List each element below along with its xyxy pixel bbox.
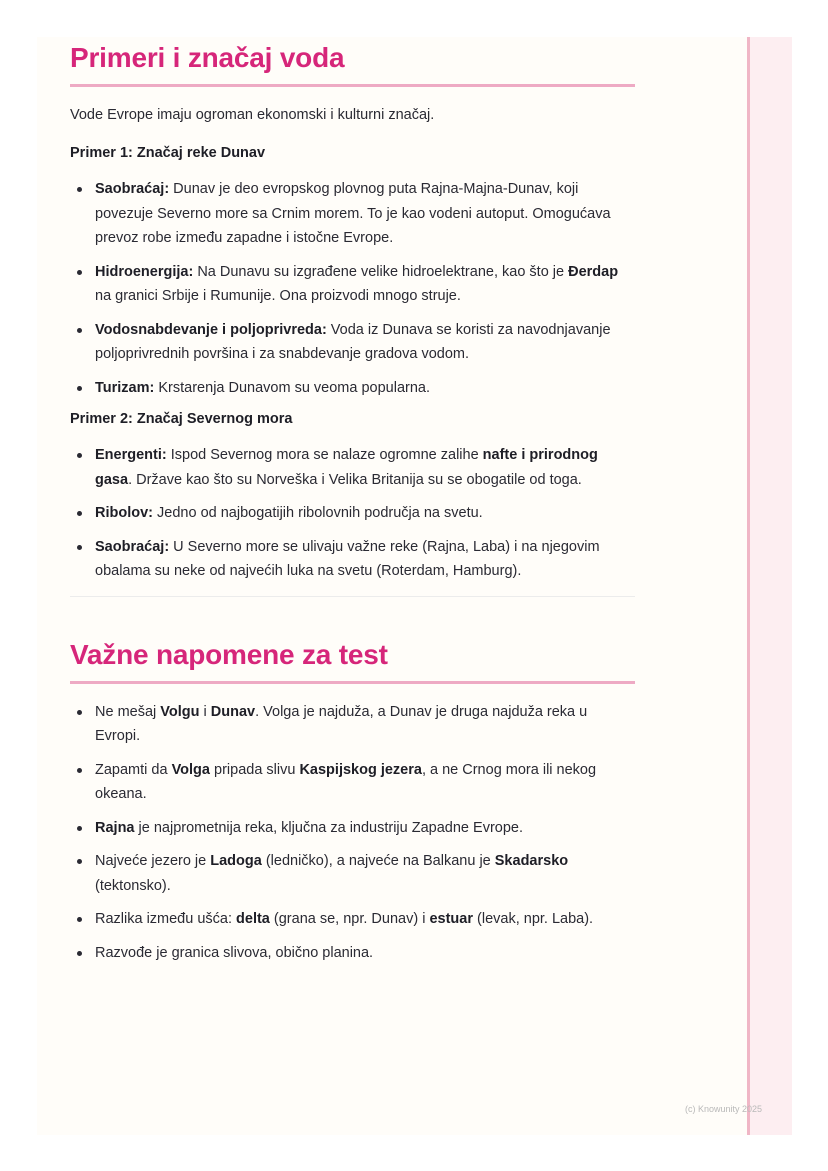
example-2-list [70, 443, 635, 584]
bullet-icon [77, 386, 82, 391]
list-item [95, 535, 635, 584]
item-text: Najveće jezero je [95, 853, 211, 869]
emphasis: nafte i prirodnog gasa [95, 447, 598, 488]
example-1-list [70, 177, 635, 400]
term: Turizam: [95, 379, 155, 396]
item-text: (tektonsko). [95, 877, 171, 894]
emphasis: delta [236, 911, 270, 927]
item-text: Na Dunavu su izgrađene velike hidroelektrane, kao što je [193, 263, 569, 280]
emphasis: Volga [171, 761, 210, 778]
bullet-icon [77, 545, 82, 550]
term: Saobraćaj: [95, 181, 170, 197]
margin-strip [747, 37, 792, 1135]
section-title-examples: Primeri i značaj voda [70, 38, 635, 87]
list-item [95, 177, 635, 251]
item-text: je najprometnija reka, ključna za industriju Zapadne Evrope. [134, 819, 523, 836]
section-title-test-notes: Važne napomene za test [70, 635, 635, 684]
term: Vodosnabdevanje i poljoprivreda: [95, 321, 327, 338]
item-text: Dunav je deo evropskog plovnog puta Rajna-Majna-Dunav, koji povezuje Severno more sa Crnim morem. To je kao vodeni autoput. Omogućava prevoz robe između zapadne i istočne Evrope. [95, 181, 611, 246]
emphasis: Dunav [210, 703, 256, 720]
intro-paragraph: Vode Evrope imaju ogroman ekonomski i kulturni značaj. [70, 107, 435, 123]
list-item [95, 941, 635, 966]
term: Energenti: [95, 447, 167, 463]
list-item [95, 318, 635, 367]
list-item [95, 501, 635, 526]
emphasis: Skadarsko [494, 853, 569, 869]
item-text: (ledničko), a najveće na Balkanu je [261, 853, 495, 869]
item-text: . Volga je najduža, a Dunav je druga najduža reka u Evropi. [95, 703, 588, 744]
list-item [95, 907, 635, 932]
bullet-icon [77, 511, 82, 516]
list-item [95, 443, 635, 492]
item-text: Razlika između ušća: [95, 911, 237, 927]
emphasis: Volgu [160, 703, 200, 720]
bullet-icon [77, 768, 82, 773]
term: Ribolov: [95, 505, 153, 521]
term: Hidroenergija: [95, 263, 194, 280]
item-text: Jedno od najbogatijih ribolovnih područja na svetu. [153, 505, 483, 521]
bullet-icon [77, 328, 82, 333]
item-text: Razvođe je granica slivova, obično planina. [95, 944, 374, 961]
list-item [95, 376, 635, 401]
list-item [95, 700, 635, 749]
item-text: , a ne Crnog mora ili nekog okeana. [95, 761, 597, 802]
emphasis: Ladoga [210, 853, 262, 869]
item-text: i [199, 703, 211, 720]
document-content [70, 38, 635, 974]
item-text: Krstarenja Dunavom su veoma popularna. [154, 379, 431, 396]
item-text: (grana se, npr. Dunav) i [269, 911, 430, 927]
example-1-heading: Primer 1: Značaj reke Dunav [70, 145, 266, 161]
bullet-icon [77, 951, 82, 956]
item-text: pripada slivu [209, 761, 300, 778]
bullet-icon [77, 453, 82, 458]
bullet-icon [77, 917, 82, 922]
section-test-notes [70, 635, 635, 966]
section-examples [70, 38, 635, 597]
item-text: . Države kao što su Norveška i Velika Britanija su se obogatile od toga. [128, 471, 582, 488]
item-text: Zapamti da [95, 761, 172, 778]
bullet-icon [77, 270, 82, 275]
emphasis: Rajna [95, 819, 135, 836]
bullet-icon [77, 187, 82, 192]
item-text: na granici Srbije i Rumunije. Ona proizvodi mnogo struje. [95, 288, 461, 304]
bullet-icon [77, 710, 82, 715]
item-text: (levak, npr. Laba). [472, 911, 594, 927]
term: Saobraćaj: [95, 538, 170, 555]
example-2-heading: Primer 2: Značaj Severnog mora [70, 411, 293, 427]
emphasis: Đerdap [568, 263, 619, 280]
item-text: U Severno more se ulivaju važne reke (Rajna, Laba) i na njegovim obalama su neke od najvećih luka na svetu (Roterdam, Hamburg). [95, 538, 600, 579]
item-text: Ne mešaj [95, 703, 161, 720]
item-text: Ispod Severnog mora se nalaze ogromne zalihe [166, 447, 483, 463]
copyright-footer: (c) Knowunity 2025 [685, 1104, 763, 1114]
bullet-icon [77, 826, 82, 831]
item-text: Voda iz Dunava se koristi za navodnjavanje poljoprivrednih površina i za snabdevanje gradova vodom. [95, 321, 611, 362]
emphasis: Kaspijskog jezera [299, 761, 422, 778]
list-item [95, 849, 635, 898]
list-item [95, 260, 635, 309]
section-divider [70, 596, 635, 597]
test-notes-list [70, 700, 635, 966]
list-item [95, 816, 635, 841]
list-item [95, 758, 635, 807]
emphasis: estuar [429, 911, 473, 927]
bullet-icon [77, 859, 82, 864]
